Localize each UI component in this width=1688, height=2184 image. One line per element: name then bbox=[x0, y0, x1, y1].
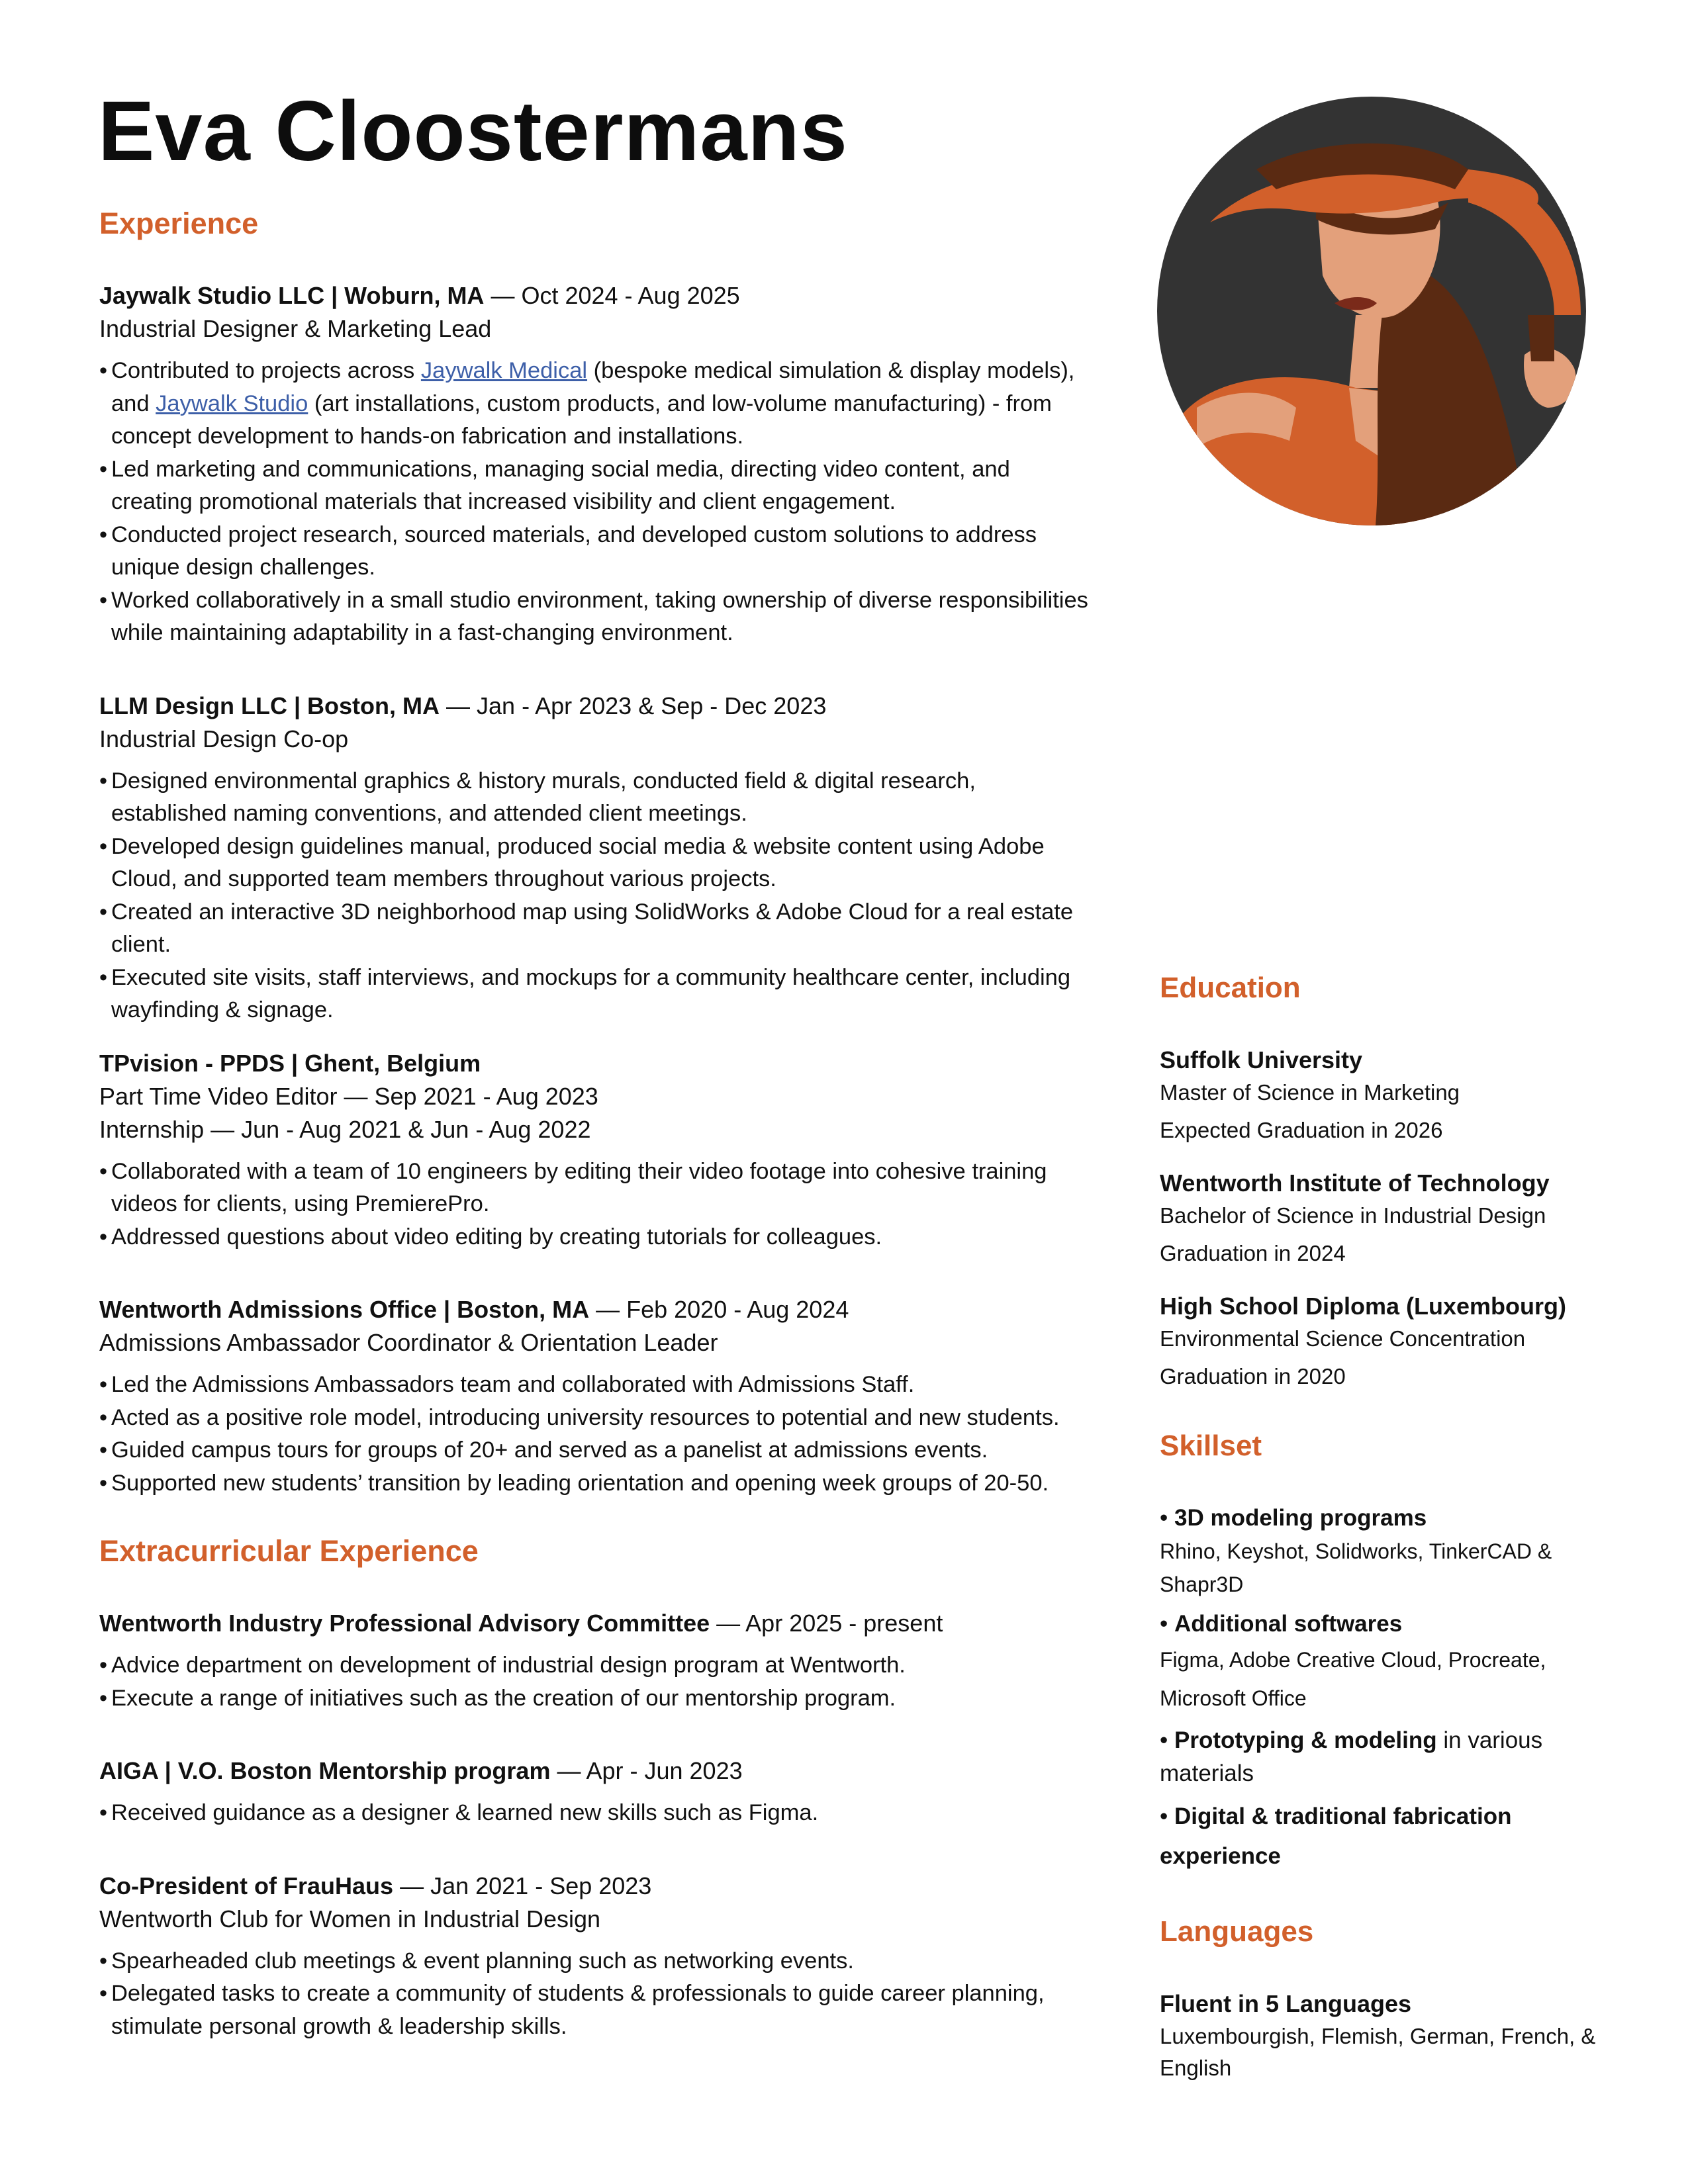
degree: Environmental Science Concentration bbox=[1160, 1326, 1526, 1351]
job-header bbox=[99, 1870, 1092, 1903]
degree: Master of Science in Marketing bbox=[1160, 1080, 1460, 1105]
extracurricular-heading: Extracurricular Experience bbox=[99, 1534, 479, 1568]
skill-desc: Rhino, Keyshot, Solidworks, TinkerCAD & Shapr3D bbox=[1160, 1539, 1552, 1596]
degree: Bachelor of Science in Industrial Design bbox=[1160, 1203, 1546, 1228]
bullet-text: (bespoke medical simulation & display models), and bbox=[111, 358, 1075, 416]
skill-title-line: • Digital & traditional fabrication experience bbox=[1160, 1803, 1512, 1869]
bullet-text: (art installations, custom products, and low-volume manufacturing) - from concept development to hands-on fabrication and installations. bbox=[111, 390, 1052, 449]
job-dates: — Oct 2024 - Aug 2025 bbox=[484, 282, 740, 309]
education-item bbox=[1160, 1044, 1597, 1152]
extra-frauhaus bbox=[99, 1870, 1092, 2044]
right-column bbox=[1160, 970, 1597, 2099]
job-bullets bbox=[99, 1156, 1092, 1254]
extra-advisory-committee bbox=[99, 1607, 1092, 1715]
bullet-item: • Developed design guidelines manual, produced social media & website content using Adobe Cloud, and supported team members throughout various projects. bbox=[99, 831, 1092, 896]
job-bullets bbox=[99, 765, 1092, 1027]
job-dates: — Apr - Jun 2023 bbox=[550, 1757, 743, 1784]
job-dates: — Jan 2021 - Sep 2023 bbox=[393, 1872, 652, 1899]
bullet-item: • Conducted project research, sourced materials, and developed custom solutions to address unique design challenges. bbox=[99, 519, 1092, 584]
bullet-item: • Worked collaboratively in a small studio environment, taking ownership of diverse responsibilities while maintaining adaptability in a fast-changing environment. bbox=[99, 584, 1092, 650]
job-header bbox=[99, 279, 1092, 312]
education-item bbox=[1160, 1167, 1597, 1275]
bullet-item: • Executed site visits, staff interviews, and mockups for a community healthcare center, including wayfinding & signage. bbox=[99, 962, 1092, 1027]
job-org: Co-President of FrauHaus bbox=[99, 1872, 394, 1899]
skill-desc: in various materials bbox=[1160, 1727, 1543, 1786]
job-bullets bbox=[99, 1649, 1092, 1715]
experience-heading: Experience bbox=[99, 206, 259, 240]
job-header bbox=[99, 1293, 1092, 1326]
job-jaywalk bbox=[99, 279, 1092, 650]
job-dates: — Feb 2020 - Aug 2024 bbox=[589, 1296, 849, 1323]
skill-item bbox=[1160, 1608, 1597, 1717]
languages-item bbox=[1160, 1987, 1597, 2084]
bullet-item: • Led marketing and communications, managing social media, directing video content, and creating promotional materials that increased visibility and client engagement. bbox=[99, 453, 1092, 519]
languages-heading: Languages bbox=[1160, 1915, 1314, 1948]
job-llm-design bbox=[99, 690, 1092, 1027]
job-wentworth-admissions bbox=[99, 1293, 1092, 1500]
bullet-text: Contributed to projects across bbox=[111, 358, 421, 383]
job-dates: — Jan - Apr 2023 & Sep - Dec 2023 bbox=[440, 692, 827, 719]
skill-item bbox=[1160, 1502, 1597, 1601]
bullet-item: • Created an interactive 3D neighborhood map using SolidWorks & Adobe Cloud for a real estate client. bbox=[99, 896, 1092, 962]
jaywalk-medical-link[interactable]: Jaywalk Medical bbox=[420, 358, 588, 383]
bullet-item: • Led the Admissions Ambassadors team and collaborated with Admissions Staff. bbox=[99, 1369, 1092, 1402]
jaywalk-studio-link[interactable]: Jaywalk Studio bbox=[156, 390, 308, 416]
job-bullets bbox=[99, 1369, 1092, 1500]
bullet-item: • Execute a range of initiatives such as the creation of our mentorship program. bbox=[99, 1682, 1092, 1715]
job-header bbox=[99, 690, 1092, 723]
education-heading: Education bbox=[1160, 972, 1301, 1004]
skill-desc: Figma, Adobe Creative Cloud, Procreate, Microsoft Office bbox=[1160, 1648, 1546, 1710]
job-role: Internship — Jun - Aug 2021 & Jun - Aug 2022 bbox=[99, 1115, 591, 1143]
extra-aiga bbox=[99, 1754, 1092, 1830]
school-name: Wentworth Institute of Technology bbox=[1160, 1169, 1550, 1197]
bullet-item: • Received guidance as a designer & learned new skills such as Figma. bbox=[99, 1797, 1092, 1830]
job-org: Wentworth Industry Professional Advisory Committee bbox=[99, 1610, 710, 1637]
job-bullets bbox=[99, 1945, 1092, 2044]
bullet-item bbox=[99, 355, 1092, 453]
graduation: Graduation in 2024 bbox=[1160, 1241, 1346, 1265]
job-org: TPvision - PPDS | Ghent, Belgium bbox=[99, 1049, 481, 1077]
job-org: Jaywalk Studio LLC | Woburn, MA bbox=[99, 282, 485, 309]
job-header bbox=[99, 1607, 1092, 1640]
resume-name: Eva Cloostermans bbox=[98, 84, 848, 179]
job-tpvision bbox=[99, 1047, 1092, 1254]
job-org: Wentworth Admissions Office | Boston, MA bbox=[99, 1296, 590, 1323]
skill-title: 3D modeling programs bbox=[1174, 1505, 1427, 1531]
job-org: AIGA | V.O. Boston Mentorship program bbox=[99, 1757, 551, 1784]
skill-title: Additional softwares bbox=[1174, 1611, 1403, 1637]
skill-title: Digital & traditional fabrication experience bbox=[1160, 1803, 1512, 1869]
portrait-illustration bbox=[1157, 97, 1586, 525]
school-name: High School Diploma (Luxembourg) bbox=[1160, 1293, 1566, 1320]
school-name: Suffolk University bbox=[1160, 1046, 1363, 1073]
bullet-item: • Designed environmental graphics & history murals, conducted field & digital research, established naming conventions, and attended client meetings. bbox=[99, 765, 1092, 831]
education-item bbox=[1160, 1290, 1597, 1398]
job-header bbox=[99, 1754, 1092, 1788]
skill-title-line: • Prototyping & modeling in various materials bbox=[1160, 1727, 1543, 1786]
skill-title-line: • Additional softwares bbox=[1160, 1611, 1403, 1637]
bullet-item: • Addressed questions about video editing by creating tutorials for colleagues. bbox=[99, 1221, 1092, 1254]
job-role: Industrial Design Co-op bbox=[99, 725, 349, 752]
job-bullets bbox=[99, 1797, 1092, 1830]
skill-title: Prototyping & modeling bbox=[1174, 1727, 1437, 1753]
skill-item bbox=[1160, 1797, 1597, 1876]
job-header bbox=[99, 1047, 1092, 1080]
bullet-item: • Delegated tasks to create a community of students & professionals to guide career planning, stimulate personal growth & leadership skills. bbox=[99, 1978, 1092, 2043]
graduation: Expected Graduation in 2026 bbox=[1160, 1118, 1443, 1142]
skill-item bbox=[1160, 1724, 1597, 1790]
skill-title-line: • 3D modeling programs bbox=[1160, 1505, 1427, 1531]
job-dates: — Apr 2025 - present bbox=[710, 1610, 943, 1637]
languages-list: Luxembourgish, Flemish, German, French, & English bbox=[1160, 2024, 1596, 2080]
job-role: Industrial Designer & Marketing Lead bbox=[99, 315, 492, 342]
left-column bbox=[99, 205, 1092, 2070]
job-role: Part Time Video Editor — Sep 2021 - Aug 2023 bbox=[99, 1082, 598, 1110]
job-role: Admissions Ambassador Coordinator & Orientation Leader bbox=[99, 1329, 718, 1356]
bullet-item: • Advice department on development of industrial design program at Wentworth. bbox=[99, 1649, 1092, 1682]
graduation: Graduation in 2020 bbox=[1160, 1364, 1346, 1388]
job-org: LLM Design LLC | Boston, MA bbox=[99, 692, 440, 719]
bullet-item: • Guided campus tours for groups of 20+ and served as a panelist at admissions events. bbox=[99, 1434, 1092, 1467]
job-role: Wentworth Club for Women in Industrial Design bbox=[99, 1905, 601, 1933]
bullet-item: • Acted as a positive role model, introducing university resources to potential and new students. bbox=[99, 1402, 1092, 1435]
job-bullets bbox=[99, 355, 1092, 650]
bullet-item: • Spearheaded club meetings & event planning such as networking events. bbox=[99, 1945, 1092, 1978]
bullet-item: • Collaborated with a team of 10 engineers by editing their video footage into cohesive training videos for clients, using PremierePro. bbox=[99, 1156, 1092, 1221]
languages-title: Fluent in 5 Languages bbox=[1160, 1990, 1412, 2017]
bullet-item: • Supported new students’ transition by leading orientation and opening week groups of 20-50. bbox=[99, 1467, 1092, 1500]
skillset-heading: Skillset bbox=[1160, 1430, 1262, 1462]
